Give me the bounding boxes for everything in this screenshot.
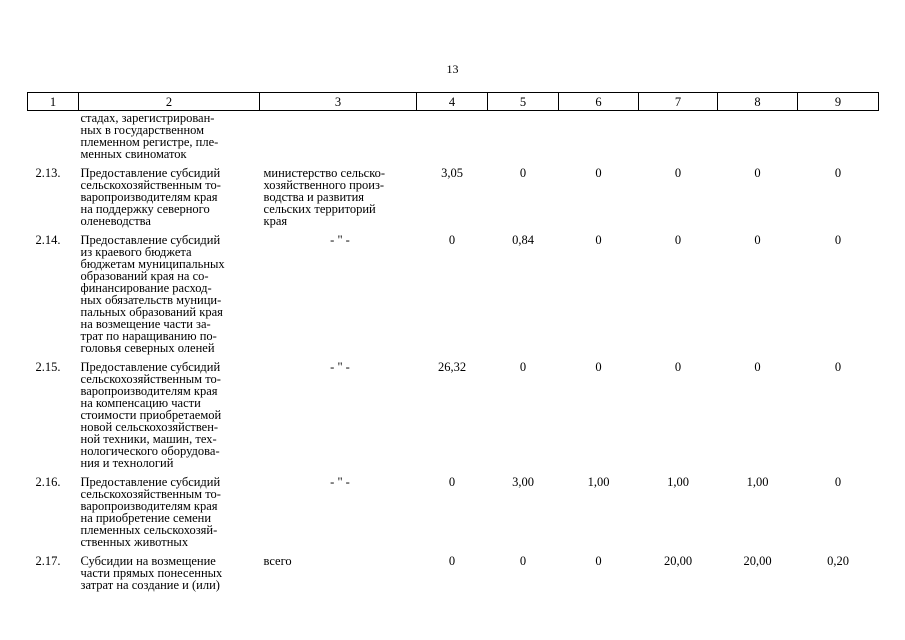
table-row xyxy=(28,354,879,469)
column-header-6: 6 xyxy=(559,93,639,111)
row-number: 2.16. xyxy=(35,475,61,489)
executor: - " - xyxy=(330,233,350,247)
row-number: 2.15. xyxy=(35,360,61,374)
column-header-4: 4 xyxy=(417,93,488,111)
column-header-3: 3 xyxy=(260,93,417,111)
column-header-2: 2 xyxy=(79,93,260,111)
measure-name: Предоставление субсидий сельскохозяйственным то- варопроизводителям края на компенсацию части стоимости приобретаемой новой сельскохозяйствен- ной техники, машин, тех- нологического оборудова- ния и технологий xyxy=(80,360,222,470)
measure-name: Предоставление субсидий из краевого бюджета бюджетам муниципальных образований края на со- финансирование расход- ных обязательств муници- пальных образований края на возмещение части за- трат по наращиванию по- головья северных оленей xyxy=(80,233,225,355)
value-cell: 20,00 xyxy=(663,554,693,568)
executor: - " - xyxy=(330,360,350,374)
measure-name: Субсидии на возмещение части прямых понесенных затрат на создание и (или) xyxy=(80,554,223,592)
row-number: 2.13. xyxy=(35,166,61,180)
value-cell: 3,05 xyxy=(441,166,463,180)
value-cell: 26,32 xyxy=(437,360,467,374)
continuation-text: стадах, зарегистрирован- ных в государственном племенном регистре, пле- менных свиноматок xyxy=(80,111,219,161)
column-header-8: 8 xyxy=(718,93,798,111)
value-cell: 0 xyxy=(519,554,527,568)
value-cell: 0 xyxy=(674,360,682,374)
column-header-1: 1 xyxy=(28,93,79,111)
value-cell: 3,00 xyxy=(512,475,534,489)
table-row xyxy=(28,548,879,591)
value-cell: 0 xyxy=(754,360,761,374)
value-cell: 0 xyxy=(448,475,456,489)
value-cell: 0 xyxy=(674,166,682,180)
executor: - " - xyxy=(330,475,350,489)
column-header-5: 5 xyxy=(488,93,559,111)
table-row xyxy=(28,160,879,227)
page-number: 13 xyxy=(446,62,459,76)
value-cell: 0,20 xyxy=(827,554,849,568)
value-cell: 1,00 xyxy=(746,475,769,489)
value-cell: 0 xyxy=(595,166,602,180)
value-cell: 0,84 xyxy=(512,233,534,247)
value-cell: 1,00 xyxy=(587,475,610,489)
column-header-7: 7 xyxy=(639,93,718,111)
column-header-9: 9 xyxy=(798,93,879,111)
value-cell: 0 xyxy=(448,233,456,247)
value-cell: 1,00 xyxy=(667,475,689,489)
row-number: 2.17. xyxy=(35,554,61,568)
measure-name: Предоставление субсидий сельскохозяйственным то- варопроизводителям края на приобретение семени племенных сельскохозяй- ственных животных xyxy=(80,475,221,549)
value-cell: 0 xyxy=(834,360,842,374)
column-number-row xyxy=(28,93,879,111)
value-cell: 0 xyxy=(519,360,527,374)
value-cell: 0 xyxy=(754,166,761,180)
value-cell: 0 xyxy=(754,233,761,247)
program-table xyxy=(27,92,879,591)
table-row xyxy=(28,227,879,354)
value-cell: 0 xyxy=(595,233,602,247)
value-cell: 0 xyxy=(448,554,456,568)
value-cell: 0 xyxy=(834,166,842,180)
value-cell: 0 xyxy=(519,166,527,180)
executor: всего xyxy=(263,554,292,568)
measure-name: Предоставление субсидий сельскохозяйственным то- варопроизводителям края на поддержку северного оленеводства xyxy=(80,166,221,228)
value-cell: 0 xyxy=(834,233,842,247)
value-cell: 0 xyxy=(595,360,602,374)
value-cell: 20,00 xyxy=(743,554,772,568)
value-cell: 0 xyxy=(674,233,682,247)
executor: министерство сельско- хозяйственного произ- водства и развития сельских территорий края xyxy=(263,166,386,228)
value-cell: 0 xyxy=(595,554,602,568)
row-number: 2.14. xyxy=(35,233,61,247)
continuation-row xyxy=(28,111,879,161)
value-cell: 0 xyxy=(834,475,842,489)
table-row xyxy=(28,469,879,548)
